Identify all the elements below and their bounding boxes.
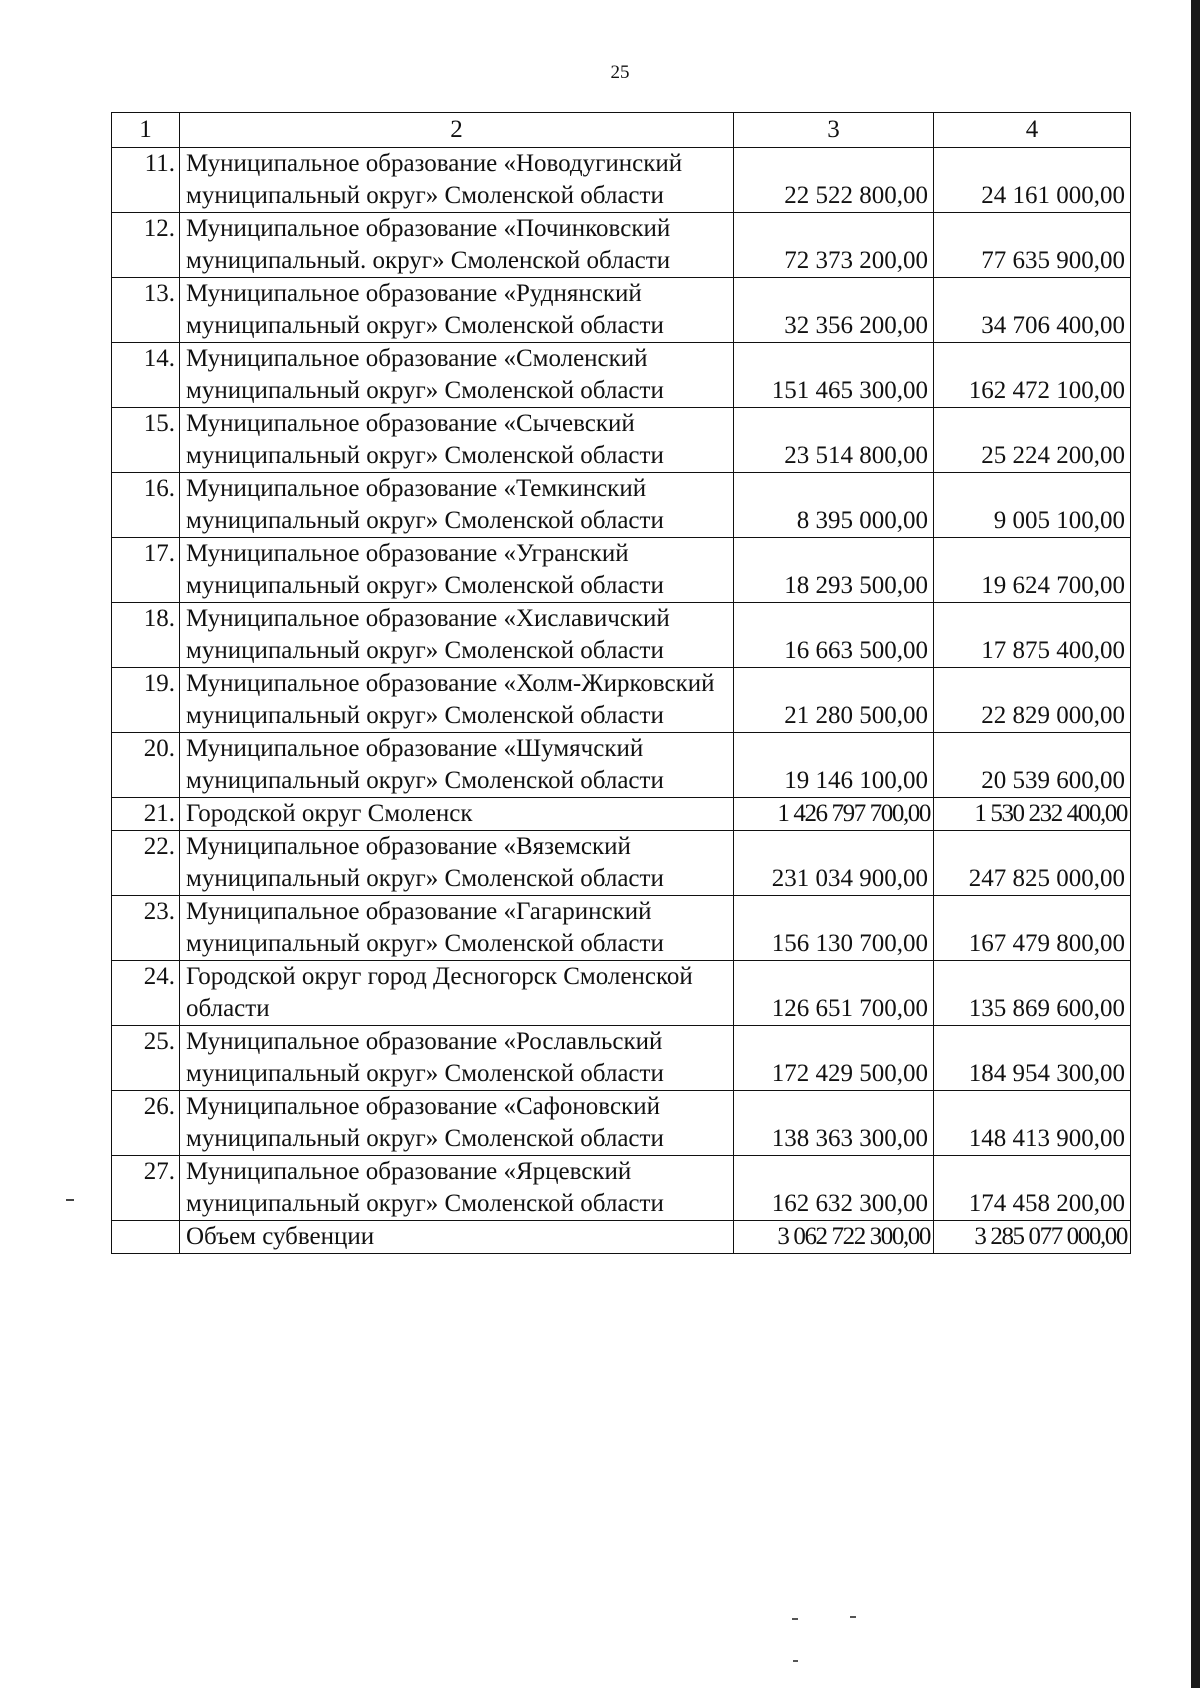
table-row xyxy=(112,831,1131,896)
table-row xyxy=(112,798,1131,831)
row-number-cell: 15. xyxy=(112,408,180,473)
table-row xyxy=(112,896,1131,961)
value-col4-cell: 17 875 400,00 xyxy=(934,603,1131,668)
row-number-cell: 17. xyxy=(112,538,180,603)
value-col3-cell: 1 426 797 700,00 xyxy=(734,798,934,831)
row-number-cell: 13. xyxy=(112,278,180,343)
municipality-name-cell: Городской округ город Десногорск Смоленской области xyxy=(180,961,734,1026)
scan-speck xyxy=(793,1660,798,1662)
table-row xyxy=(112,733,1131,798)
row-number-cell: 16. xyxy=(112,473,180,538)
municipality-name-cell: Объем субвенции xyxy=(180,1221,734,1254)
value-col3-cell: 23 514 800,00 xyxy=(734,408,934,473)
table-row xyxy=(112,278,1131,343)
municipality-name-cell: Муниципальное образование «Сычевский муниципальный округ» Смоленской области xyxy=(180,408,734,473)
value-col4-cell: 162 472 100,00 xyxy=(934,343,1131,408)
table-row xyxy=(112,213,1131,278)
value-col4-cell: 25 224 200,00 xyxy=(934,408,1131,473)
value-col4-cell: 3 285 077 000,00 xyxy=(934,1221,1131,1254)
row-number-cell: 11. xyxy=(112,148,180,213)
municipality-name-cell: Муниципальное образование «Новодугинский муниципальный округ» Смоленской области xyxy=(180,148,734,213)
value-col3-cell: 72 373 200,00 xyxy=(734,213,934,278)
municipality-name-cell: Муниципальное образование «Рославльский муниципальный округ» Смоленской области xyxy=(180,1026,734,1091)
value-col3-cell: 162 632 300,00 xyxy=(734,1156,934,1221)
scan-speck xyxy=(850,1616,856,1618)
value-col3-cell: 172 429 500,00 xyxy=(734,1026,934,1091)
value-col4-cell: 1 530 232 400,00 xyxy=(934,798,1131,831)
table-row xyxy=(112,538,1131,603)
scan-mark xyxy=(66,1199,74,1201)
municipality-name-cell: Муниципальное образование «Ярцевский муниципальный округ» Смоленской области xyxy=(180,1156,734,1221)
value-col4-cell: 19 624 700,00 xyxy=(934,538,1131,603)
table-row xyxy=(112,603,1131,668)
row-number-cell: 14. xyxy=(112,343,180,408)
municipality-name-cell: Городской округ Смоленск xyxy=(180,798,734,831)
municipality-name-cell: Муниципальное образование «Починковский муниципальный. округ» Смоленской области xyxy=(180,213,734,278)
value-col3-cell: 126 651 700,00 xyxy=(734,961,934,1026)
table-row xyxy=(112,408,1131,473)
value-col4-cell: 34 706 400,00 xyxy=(934,278,1131,343)
value-col3-cell: 22 522 800,00 xyxy=(734,148,934,213)
header-cell: 3 xyxy=(734,113,934,148)
table-row xyxy=(112,668,1131,733)
municipality-name-cell: Муниципальное образование «Хиславичский муниципальный округ» Смоленской области xyxy=(180,603,734,668)
value-col4-cell: 167 479 800,00 xyxy=(934,896,1131,961)
page-number: 25 xyxy=(610,62,630,83)
value-col3-cell: 138 363 300,00 xyxy=(734,1091,934,1156)
municipality-name-cell: Муниципальное образование «Руднянский муниципальный округ» Смоленской области xyxy=(180,278,734,343)
value-col3-cell: 19 146 100,00 xyxy=(734,733,934,798)
value-col4-cell: 247 825 000,00 xyxy=(934,831,1131,896)
value-col3-cell: 21 280 500,00 xyxy=(734,668,934,733)
municipality-name-cell: Муниципальное образование «Сафоновский муниципальный округ» Смоленской области xyxy=(180,1091,734,1156)
scan-edge-shadow xyxy=(1191,0,1200,1688)
municipality-name-cell: Муниципальное образование «Смоленский муниципальный округ» Смоленской области xyxy=(180,343,734,408)
value-col3-cell: 3 062 722 300,00 xyxy=(734,1221,934,1254)
scan-speck xyxy=(792,1618,798,1620)
table-row xyxy=(112,1091,1131,1156)
row-number-cell: 23. xyxy=(112,896,180,961)
table-total-row xyxy=(112,1221,1131,1254)
row-number-cell: 25. xyxy=(112,1026,180,1091)
value-col3-cell: 8 395 000,00 xyxy=(734,473,934,538)
value-col4-cell: 174 458 200,00 xyxy=(934,1156,1131,1221)
value-col3-cell: 156 130 700,00 xyxy=(734,896,934,961)
row-number-cell: 18. xyxy=(112,603,180,668)
municipality-name-cell: Муниципальное образование «Вяземский муниципальный округ» Смоленской области xyxy=(180,831,734,896)
row-number-cell: 22. xyxy=(112,831,180,896)
row-number-cell: 24. xyxy=(112,961,180,1026)
value-col3-cell: 18 293 500,00 xyxy=(734,538,934,603)
header-cell: 2 xyxy=(180,113,734,148)
row-number-cell: 12. xyxy=(112,213,180,278)
value-col4-cell: 22 829 000,00 xyxy=(934,668,1131,733)
row-number-cell: 19. xyxy=(112,668,180,733)
table-row xyxy=(112,473,1131,538)
value-col3-cell: 231 034 900,00 xyxy=(734,831,934,896)
value-col4-cell: 20 539 600,00 xyxy=(934,733,1131,798)
table-header-row xyxy=(112,113,1131,148)
municipality-name-cell: Муниципальное образование «Холм-Жирковский муниципальный округ» Смоленской области xyxy=(180,668,734,733)
row-number-cell: 20. xyxy=(112,733,180,798)
table-row xyxy=(112,343,1131,408)
value-col4-cell: 9 005 100,00 xyxy=(934,473,1131,538)
value-col3-cell: 16 663 500,00 xyxy=(734,603,934,668)
value-col3-cell: 32 356 200,00 xyxy=(734,278,934,343)
table-row xyxy=(112,1156,1131,1221)
municipality-name-cell: Муниципальное образование «Шумячский муниципальный округ» Смоленской области xyxy=(180,733,734,798)
value-col4-cell: 135 869 600,00 xyxy=(934,961,1131,1026)
row-number-cell: 21. xyxy=(112,798,180,831)
value-col4-cell: 184 954 300,00 xyxy=(934,1026,1131,1091)
value-col4-cell: 148 413 900,00 xyxy=(934,1091,1131,1156)
municipality-name-cell: Муниципальное образование «Темкинский муниципальный округ» Смоленской области xyxy=(180,473,734,538)
value-col4-cell: 77 635 900,00 xyxy=(934,213,1131,278)
value-col3-cell: 151 465 300,00 xyxy=(734,343,934,408)
table-row xyxy=(112,1026,1131,1091)
header-cell: 1 xyxy=(112,113,180,148)
municipality-name-cell: Муниципальное образование «Гагаринский муниципальный округ» Смоленской области xyxy=(180,896,734,961)
table-row xyxy=(112,148,1131,213)
row-number-cell xyxy=(112,1221,180,1254)
subvention-table xyxy=(111,112,1131,1254)
value-col4-cell: 24 161 000,00 xyxy=(934,148,1131,213)
row-number-cell: 27. xyxy=(112,1156,180,1221)
table-row xyxy=(112,961,1131,1026)
municipality-name-cell: Муниципальное образование «Угранский муниципальный округ» Смоленской области xyxy=(180,538,734,603)
header-cell: 4 xyxy=(934,113,1131,148)
row-number-cell: 26. xyxy=(112,1091,180,1156)
